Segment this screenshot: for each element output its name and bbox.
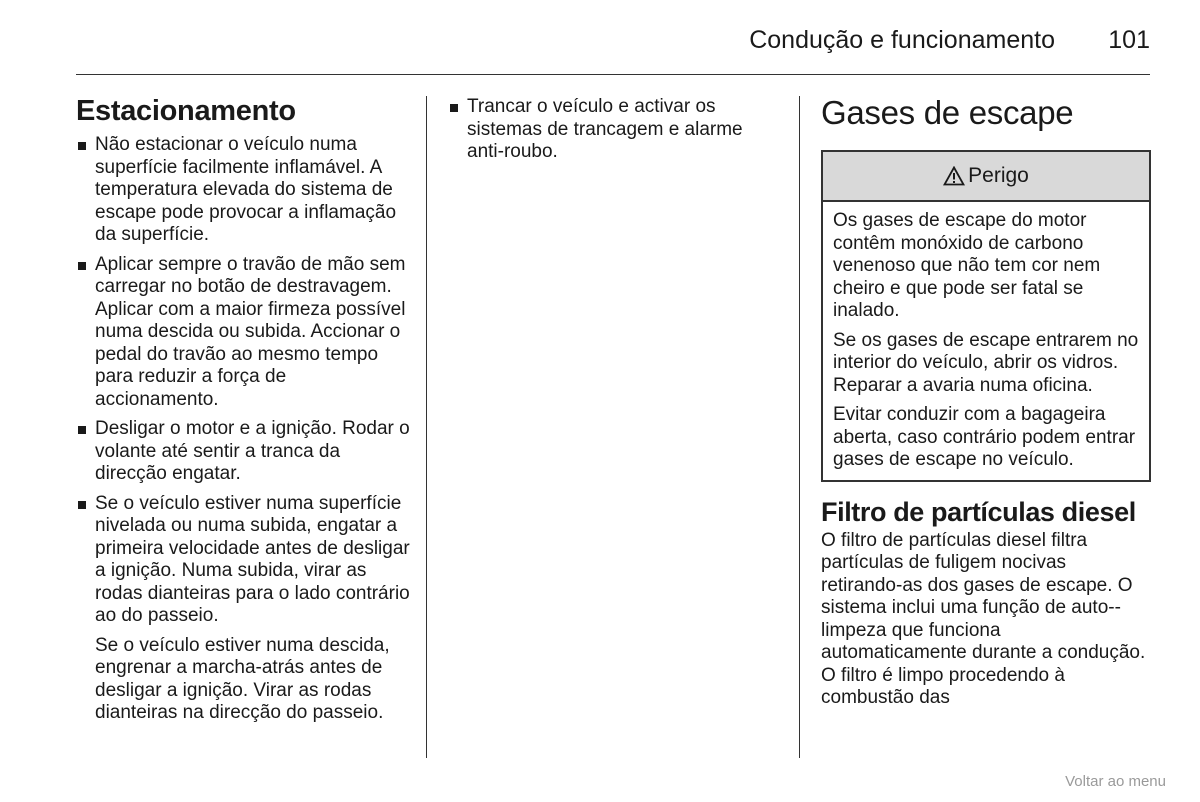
list-item: Desligar o motor e a ignição. Rodar o volante até sentir a tranca da direcção engatar. — [76, 418, 411, 486]
column-exhaust — [821, 92, 1151, 710]
parking-heading: Estacionamento — [76, 95, 296, 127]
danger-paragraph: Se os gases de escape entrarem no interior do veículo, abrir os vidros. Reparar a avaria numa oficina. — [833, 329, 1139, 396]
danger-paragraph: Evitar conduzir com a bagageira aberta, caso contrário podem entrar gases de escape no veículo. — [833, 404, 1136, 470]
column-parking-continued — [448, 96, 783, 171]
column-divider-right — [799, 96, 800, 758]
column-divider-left — [426, 96, 427, 758]
diesel-filter-heading: Filtro de partículas diesel — [821, 496, 1136, 527]
danger-label: Perigo — [968, 164, 1029, 187]
danger-paragraph: Os gases de escape do motor contêm monóxido de carbono venenoso que não tem cor nem cheiro e que pode ser fatal se inalado. — [833, 210, 1101, 321]
danger-body — [823, 202, 1149, 480]
back-to-menu-link[interactable]: Voltar ao menu — [1065, 773, 1166, 790]
danger-header — [823, 152, 1149, 202]
exhaust-heading: Gases de escape — [821, 94, 1074, 131]
parking-continuation-paragraph: Se o veículo estiver numa descida, engrenar a marcha-atrás antes de desligar a ignição. Virar as rodas dianteiras na direcção do passeio. — [95, 634, 390, 723]
header-divider — [76, 74, 1150, 75]
warning-triangle-icon — [943, 166, 965, 186]
section-header-title: Condução e funcionamento — [749, 26, 1055, 54]
parking-bullet-list-continued — [448, 96, 783, 164]
list-item: Não estacionar o veículo numa superfície facilmente inflamável. A temperatura elevada do sistema de escape pode provocar a inflamação da superfície. — [76, 134, 411, 247]
column-parking — [76, 92, 411, 725]
list-item: Aplicar sempre o travão de mão sem carregar no botão de destravagem. Aplicar com a maior firmeza possível numa descida ou subida. Accionar o pedal do travão ao mesmo tempo para reduzir a força de accionamento. — [76, 254, 411, 412]
diesel-filter-paragraph: O filtro de partículas diesel filtra partículas de fuligem nocivas retirando-as dos gases de escape. O sistema inclui uma função de auto--limpeza que funciona automaticamente durante a condução. O filtro é limpo procedendo à combustão das — [821, 529, 1146, 708]
page-number: 101 — [1108, 26, 1150, 54]
danger-warning-box — [821, 150, 1151, 482]
parking-bullet-list — [76, 134, 411, 628]
list-item: Trancar o veículo e activar os sistemas de trancagem e alarme anti-roubo. — [448, 96, 783, 164]
list-item: Se o veículo estiver numa superfície nivelada ou numa subida, engatar a primeira velocidade antes de desligar a ignição. Numa subida, virar as rodas dianteiras para o lado contrário ao do passeio. — [76, 493, 411, 628]
